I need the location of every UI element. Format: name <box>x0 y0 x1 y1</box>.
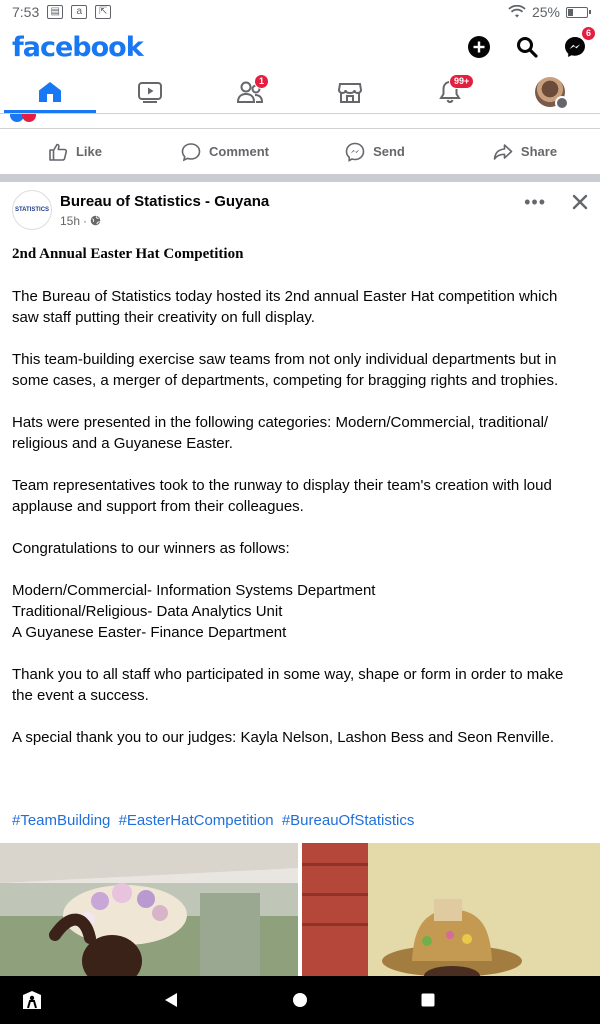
comment-button[interactable] <box>150 129 300 174</box>
home-icon <box>37 80 63 104</box>
post-paragraph: This team-building exercise saw teams from not only individual departments but in some cases, a merger of departments, competing for bragging rights and trophies. <box>12 351 559 389</box>
plus-circle-icon <box>467 35 491 59</box>
reaction-icons <box>10 114 36 122</box>
thumbs-up-icon <box>48 142 68 162</box>
tab-menu[interactable] <box>500 70 600 113</box>
accessibility-icon <box>20 989 44 1011</box>
cast-icon: ⇱ <box>95 5 111 19</box>
app-header <box>0 24 600 70</box>
create-button[interactable] <box>466 34 492 60</box>
video-icon <box>137 80 163 104</box>
post-timestamp[interactable]: 15h · <box>60 214 269 228</box>
winner-item: Modern/Commercial- Information Systems Department <box>12 582 376 599</box>
share-label: Share <box>520 144 558 159</box>
post-title: 2nd Annual Easter Hat Competition <box>12 246 244 262</box>
main-nav <box>0 70 600 114</box>
hashtag-link[interactable]: #BureauOfStatistics <box>281 812 415 829</box>
status-bar <box>0 0 600 24</box>
tab-notifications[interactable] <box>400 70 500 113</box>
hashtag-link[interactable]: #EasterHatCompetition <box>118 812 274 829</box>
battery-icon <box>566 7 588 18</box>
notifications-badge: 99+ <box>449 74 474 89</box>
comment-icon <box>181 142 201 162</box>
feed-divider <box>0 174 600 182</box>
profile-avatar <box>535 77 565 107</box>
post-body <box>12 286 588 769</box>
search-icon <box>516 36 538 58</box>
post-paragraph: Thank you to all staff who participated in some way, shape or form in order to make the event a success. <box>12 666 564 704</box>
post-time-text: 15h <box>60 213 81 228</box>
photo-woman-flower-hat <box>0 843 298 976</box>
post-paragraph: Hats were presented in the following categories: Modern/Commercial, traditional/ religious and a Guyanese Easter. <box>12 414 549 452</box>
amazon-icon: a <box>71 5 87 19</box>
post-paragraph: The Bureau of Statistics today hosted its 2nd annual Easter Hat competition which saw staff putting their creativity on full display. <box>12 288 558 326</box>
like-button[interactable] <box>0 129 150 174</box>
storage-icon: ▤ <box>47 5 63 19</box>
accessibility-button[interactable] <box>20 988 44 1012</box>
post-photos <box>0 843 600 976</box>
page-avatar-logo-text: STATISTICS <box>14 207 50 213</box>
page-avatar[interactable] <box>12 190 52 230</box>
post-paragraph: A special thank you to our judges: Kayla Nelson, Lashon Bess and Seon Renville. <box>12 729 555 746</box>
share-icon <box>493 142 513 162</box>
recents-square-icon <box>420 992 436 1008</box>
system-navigation-bar <box>0 976 600 1024</box>
friends-badge: 1 <box>254 74 269 89</box>
winner-item: Traditional/Religious- Data Analytics Unit <box>12 603 283 620</box>
back-button[interactable] <box>159 988 183 1012</box>
comment-label: Comment <box>209 144 269 159</box>
battery-percent: 25% <box>531 4 560 20</box>
back-triangle-icon <box>162 991 180 1009</box>
status-time: 7:53 <box>12 4 40 20</box>
wifi-icon <box>508 5 526 19</box>
winners-list <box>12 580 588 643</box>
post-photo[interactable] <box>302 843 600 976</box>
menu-icon <box>555 96 569 110</box>
search-button[interactable] <box>514 34 540 60</box>
globe-icon <box>90 215 101 226</box>
close-icon[interactable] <box>572 194 588 210</box>
page-name[interactable]: Bureau of Statistics - Guyana <box>60 192 270 210</box>
home-circle-icon <box>291 991 309 1009</box>
previous-post-actions <box>0 128 600 174</box>
post-meta <box>60 193 269 228</box>
winner-item: A Guyanese Easter- Finance Department <box>12 624 287 641</box>
like-label: Like <box>75 144 102 159</box>
facebook-logo[interactable]: facebook <box>12 31 143 63</box>
tab-home[interactable] <box>0 70 100 113</box>
tab-watch[interactable] <box>100 70 200 113</box>
recents-button[interactable] <box>416 988 440 1012</box>
messenger-badge: 6 <box>581 26 596 41</box>
love-reaction-icon <box>22 114 36 122</box>
messenger-send-icon <box>345 142 365 162</box>
tab-friends[interactable] <box>200 70 300 113</box>
hashtag-link[interactable]: #TeamBuilding <box>12 812 111 829</box>
post-photo[interactable] <box>0 843 298 976</box>
hashtags <box>12 812 418 829</box>
marketplace-icon <box>337 80 363 104</box>
send-label: Send <box>373 144 405 159</box>
post-options-button[interactable]: ••• <box>524 192 546 212</box>
photo-man-straw-hat <box>302 843 600 976</box>
home-nav-button[interactable] <box>288 988 312 1012</box>
send-button[interactable] <box>300 129 450 174</box>
post-paragraph: Team representatives took to the runway to display their team's creation with loud applause and support from their colleagues. <box>12 477 552 515</box>
tab-marketplace[interactable] <box>300 70 400 113</box>
share-button[interactable] <box>450 129 600 174</box>
post-header <box>0 182 600 238</box>
messenger-button[interactable] <box>562 28 591 60</box>
post-paragraph: Congratulations to our winners as follows: <box>12 540 290 557</box>
